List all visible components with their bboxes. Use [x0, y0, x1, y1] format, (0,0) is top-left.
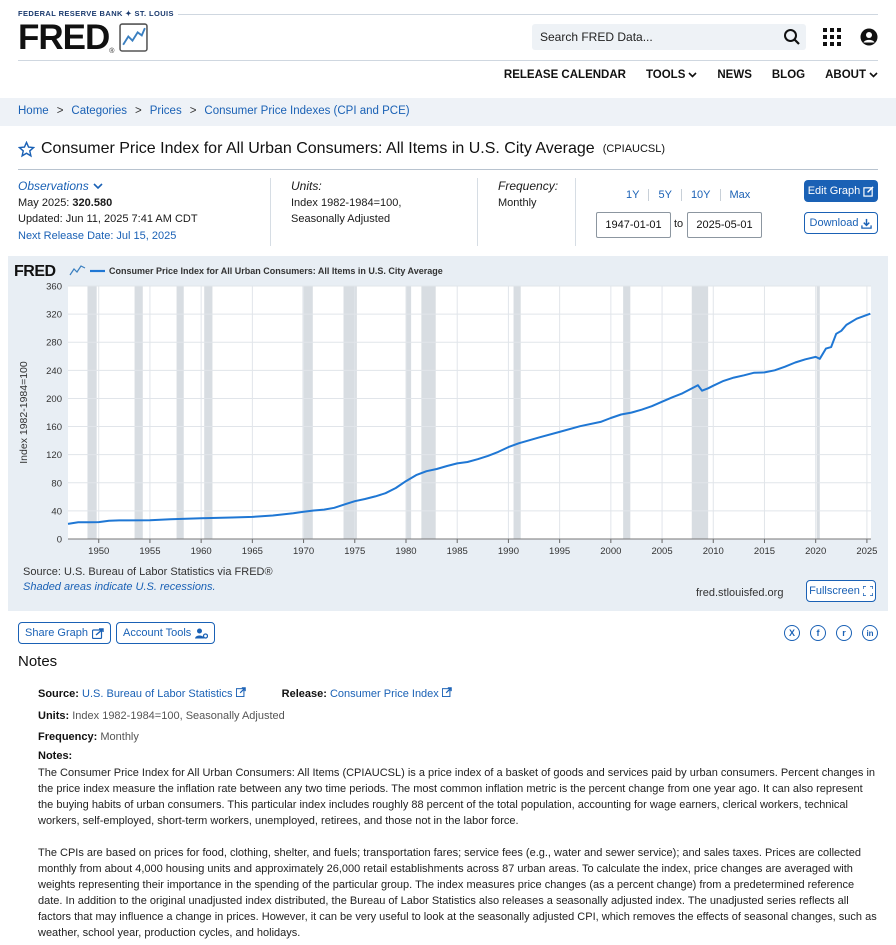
breadcrumb-separator: >: [189, 105, 197, 117]
title-divider: [18, 169, 878, 170]
cpi-line-chart[interactable]: [8, 256, 888, 611]
source-label: Source:: [38, 688, 79, 700]
notes-source-row: [38, 686, 878, 702]
chart-source: Source: U.S. Bureau of Labor Statistics via FRED®: [23, 566, 273, 578]
x-tick-label: 1955: [139, 546, 161, 557]
download-icon: [861, 218, 872, 229]
fred-url: fred.stlouisfed.org: [696, 587, 784, 599]
range-10y-button[interactable]: 10Y: [682, 189, 721, 201]
x-tick-label: 1965: [241, 546, 263, 557]
meta-divider: [477, 178, 478, 246]
breadcrumb-home[interactable]: Home: [18, 105, 49, 117]
legend-label: Consumer Price Index for All Urban Consumers: All Items in U.S. City Average: [109, 266, 443, 276]
fullscreen-icon: [863, 586, 873, 596]
notes-body: [38, 686, 878, 941]
nav-about[interactable]: [825, 69, 878, 81]
y-tick-label: 120: [46, 450, 62, 462]
search-input[interactable]: [540, 30, 770, 44]
nav-blog[interactable]: [772, 69, 805, 81]
external-link-icon[interactable]: [236, 687, 246, 697]
frequency-note-label: Frequency:: [38, 731, 98, 743]
nav-news[interactable]: [717, 69, 752, 81]
nav-release-calendar[interactable]: [504, 69, 626, 81]
chart-logo-icon: [70, 266, 85, 275]
latest-date: May 2025:: [18, 196, 73, 209]
main-nav: [504, 69, 878, 81]
x-tick-label: 1950: [88, 546, 110, 557]
notes-paragraph-1: The Consumer Price Index for All Urban Consumers: All Items (CPIAUCSL) is a price index of a basket of goods and services paid by urban consumers. Percent changes in the price index measure the inflation rate between any two time periods. The most common inflation metric is the percent change from one year ago. It can also represent the buying habits of urban consumers. This particular index includes roughly 88 percent of the total population, accounting for wage earners, clerical workers, technical workers, self-employed, short-term workers, unemployed, retirees, and those not in the labor force.: [38, 767, 876, 827]
y-tick-label: 360: [46, 281, 62, 293]
recession-note: Shaded areas indicate U.S. recessions.: [23, 581, 216, 593]
download-button[interactable]: [804, 212, 878, 234]
breadcrumb: [0, 98, 896, 126]
recession-band: [421, 286, 435, 539]
notes-paragraph-2: The CPIs are based on prices for food, clothing, shelter, and fuels; transportation fares; service fees (e.g., water and sewer service); and sales taxes. Prices are collected monthly from about 4,000 housing units and approximately 26,000 retail establishments across 87 urban areas. To calculate the index, price changes are averaged with weights representing their importance in the spending of the particular group. The index measures price changes (as a percent change) from a predetermined reference date. In addition to the original unadjusted index distributed, the Bureau of Labor Statistics also releases a seasonally adjusted index. The unadjusted series reflects all factors that may influence a change in prices. However, it can be very useful to look at the seasonally adjusted CPI, which removes the effects of seasonal changes, such as weather, school year, production cycles, and holidays.: [38, 847, 877, 939]
y-tick-label: 240: [46, 365, 62, 377]
fred-logo[interactable]: [18, 20, 148, 55]
nav-label: RELEASE CALENDAR: [503, 69, 626, 81]
download-label: Download: [809, 217, 859, 229]
x-twitter-icon[interactable]: X: [784, 625, 800, 641]
latest-observation: [18, 195, 198, 212]
breadcrumb-separator: >: [135, 105, 142, 117]
logo-text: FRED: [18, 18, 110, 57]
search-icon[interactable]: [783, 28, 801, 46]
share-graph-button[interactable]: [18, 622, 111, 644]
y-tick-label: 200: [46, 393, 62, 405]
y-tick-label: 160: [46, 422, 62, 434]
account-tools-label: Account Tools: [123, 627, 192, 639]
star-favorite-icon[interactable]: [18, 141, 35, 158]
end-date-input[interactable]: [687, 212, 762, 238]
frequency-value: Monthly: [498, 196, 537, 209]
y-tick-label: 80: [51, 478, 62, 490]
chart-logo-icon: [119, 23, 148, 52]
recession-band: [406, 286, 411, 539]
facebook-icon[interactable]: f: [810, 625, 826, 641]
frequency-note-value: Monthly: [100, 731, 139, 743]
x-tick-label: 1975: [344, 546, 366, 557]
x-tick-label: 1970: [293, 546, 315, 557]
start-date-input[interactable]: [596, 212, 671, 238]
notes-units-row: [38, 708, 878, 724]
registered-mark: ®: [109, 48, 115, 55]
header-divider-2: [18, 60, 878, 61]
fullscreen-button[interactable]: [806, 580, 876, 602]
recession-band: [135, 286, 143, 539]
range-max-button[interactable]: Max: [729, 189, 751, 201]
x-tick-label: 1960: [190, 546, 212, 557]
notes-heading: Notes: [18, 653, 58, 670]
range-5y-button[interactable]: 5Y: [649, 189, 681, 201]
plot-area: [68, 286, 871, 539]
x-tick-label: 2010: [702, 546, 724, 557]
observations-toggle[interactable]: [18, 178, 198, 195]
recession-band: [817, 286, 820, 539]
date-to-label: to: [674, 218, 684, 230]
observations-label: Observations: [18, 179, 89, 193]
chevron-down-icon: [869, 72, 878, 78]
source-link[interactable]: U.S. Bureau of Labor Statistics: [82, 688, 233, 700]
y-axis-label: Index 1982-1984=100: [18, 361, 30, 464]
site-header: [0, 0, 896, 98]
recession-band: [692, 286, 708, 539]
account-tools-button[interactable]: [116, 622, 215, 644]
breadcrumb-cpi-pce[interactable]: Consumer Price Indexes (CPI and PCE): [204, 105, 410, 117]
recession-band: [514, 286, 521, 539]
units-note-value: Index 1982-1984=100, Seasonally Adjusted: [72, 710, 285, 722]
series-id: (CPIAUCSL): [602, 143, 666, 155]
recession-band: [177, 286, 184, 539]
edit-graph-button[interactable]: [804, 180, 878, 202]
recession-band: [204, 286, 212, 539]
chevron-down-icon: [688, 72, 697, 78]
share-label: Share Graph: [25, 627, 88, 639]
meta-divider: [270, 178, 271, 246]
edit-icon: [863, 186, 874, 197]
x-tick-label: 2000: [600, 546, 622, 557]
next-release-link[interactable]: Next Release Date: Jul 15, 2025: [18, 229, 177, 242]
user-gear-icon: [195, 628, 208, 639]
recession-band: [303, 286, 313, 539]
notes-label: Notes:: [38, 750, 73, 762]
nav-label: NEWS: [717, 69, 752, 81]
search-box[interactable]: [532, 24, 806, 50]
breadcrumb-categories[interactable]: Categories: [71, 105, 128, 117]
user-account-icon[interactable]: [860, 28, 878, 46]
nav-label: ABOUT: [825, 69, 866, 81]
x-tick-label: 2020: [805, 546, 827, 557]
range-1y-button[interactable]: 1Y: [617, 189, 649, 201]
y-tick-label: 40: [51, 506, 62, 518]
y-tick-label: 280: [46, 337, 62, 349]
breadcrumb-separator: >: [56, 105, 64, 117]
y-tick-label: 320: [46, 309, 62, 321]
recession-band: [87, 286, 96, 539]
bank-label: FEDERAL RESERVE BANK ✦ ST. LOUIS: [18, 9, 178, 18]
series-title-row: [18, 140, 665, 158]
x-tick-label: 1995: [549, 546, 571, 557]
release-link[interactable]: Consumer Price Index: [329, 688, 439, 700]
range-buttons: [617, 189, 759, 201]
chart-fred-logo: FRED: [14, 263, 56, 280]
linkedin-icon[interactable]: in: [862, 625, 878, 641]
share-icon: [92, 628, 104, 639]
x-tick-label: 1985: [446, 546, 468, 557]
nav-label: BLOG: [771, 69, 806, 81]
chart-panel: [8, 256, 888, 611]
page-title: Consumer Price Index for All Urban Consumers: All Items in U.S. City Average: [41, 140, 595, 157]
notes-label-row: [38, 748, 878, 764]
nav-label: TOOLS: [645, 69, 686, 81]
latest-value: 320.580: [72, 196, 113, 209]
frequency-label: Frequency:: [498, 179, 559, 193]
apps-grid-icon[interactable]: [823, 28, 841, 46]
release-label: Release:: [281, 688, 327, 700]
external-link-icon[interactable]: [442, 687, 452, 697]
units-note-label: Units:: [38, 710, 70, 722]
units-line-1: Index 1982-1984=100,: [291, 196, 402, 209]
meta-divider: [575, 178, 576, 246]
updated-timestamp: Updated: Jun 11, 2025 7:41 AM CDT: [18, 213, 198, 225]
x-tick-label: 2005: [651, 546, 673, 557]
x-tick-label: 1980: [395, 546, 417, 557]
edit-graph-label: Edit Graph: [807, 185, 861, 197]
units-label: Units:: [291, 179, 322, 193]
x-tick-label: 1990: [497, 546, 519, 557]
notes-frequency-row: [38, 729, 878, 745]
chevron-down-icon: [93, 183, 103, 190]
frequency-panel: [498, 178, 558, 211]
x-tick-label: 2015: [753, 546, 776, 557]
x-tick-label: 2025: [856, 546, 878, 557]
observations-panel: [18, 178, 198, 244]
y-tick-label: 0: [56, 534, 62, 546]
reddit-icon[interactable]: r: [836, 625, 852, 641]
nav-tools[interactable]: [646, 69, 697, 81]
units-line-2: Seasonally Adjusted: [291, 213, 391, 225]
units-panel: [291, 178, 401, 228]
fullscreen-label: Fullscreen: [809, 585, 860, 597]
breadcrumb-prices[interactable]: Prices: [149, 105, 182, 117]
